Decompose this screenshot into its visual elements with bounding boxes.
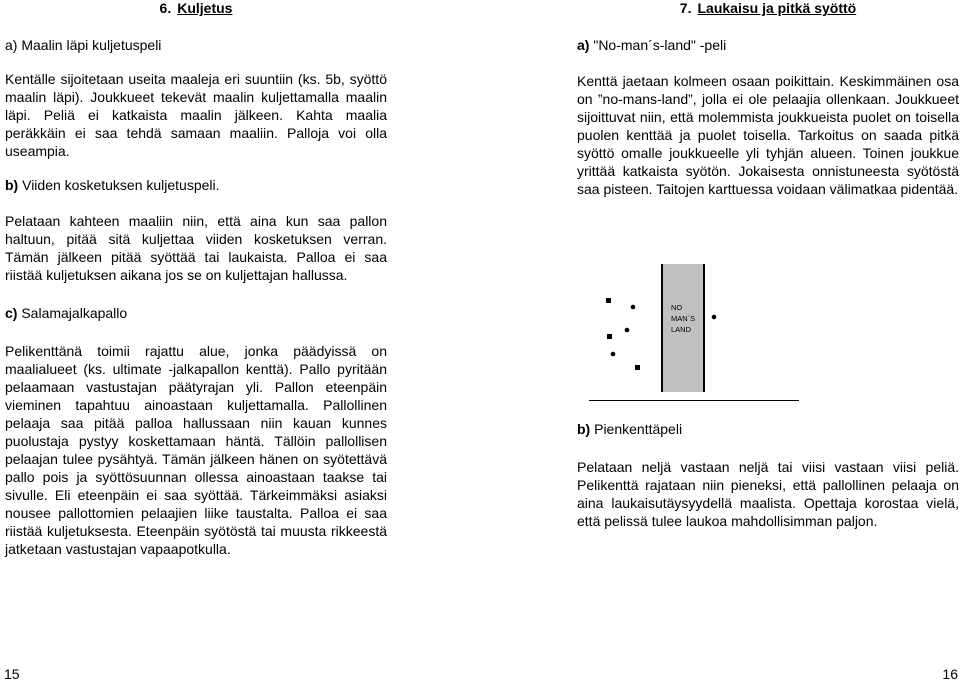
player-square	[606, 298, 611, 303]
left-subheading-b	[5, 176, 387, 194]
right-page-column	[577, 0, 959, 198]
right-page-column-lower	[577, 420, 959, 530]
left-heading-text: Kuljetus	[177, 0, 233, 16]
right-section-heading	[577, 0, 959, 16]
right-subheading-b	[577, 420, 959, 438]
left-paragraph-a: Kentälle sijoitetaan useita maaleja eri suuntiin (ks. 5b, syöttö maalin läpi). Joukkueet tekevät maalin kuljettamalla maalin läpi. Peliä ei katkaista maalin jälkeen. Kahta maalia peräkkäin ei saa tehdä samaan maaliin. Palloja voi olla useampia.	[5, 71, 387, 159]
left-section-heading	[5, 0, 387, 16]
right-heading-text: Laukaisu ja pitkä syöttö	[697, 0, 857, 16]
left-heading-number: 6.	[159, 0, 172, 16]
left-paragraph-c: Pelikenttänä toimii rajattu alue, jonka päädyissä on maalialueet (ks. ultimate -jalkapallon kenttä). Pallo pyritään pelaamaan vastustajan päätyrajan yli. Pallon eteenpäin vieminen tapahtuu ainoastaan kuljettamalla. Pallollinen pelaaja saa pitää palloa hallussaan niin kauan kunnes puolustaja pystyy koskettamaan häntä. Tällöin pallollisen pelaajan tulee pysähtyä. Tämän jälkeen hänen on syötettävä pallo pois ja syöttösuunnan ollessa ainoastaan taakse tai sivulle. Eli eteenpäin ei saa syöttää. Tärkeimmäksi asiaksi nousee pallottomien pelaajien liike taustalta. Palloa ei saa riistää kuljetuksesta. Eteenpäin syötöstä tai muusta rikkeestä jatketaan vastustajan vapaapotkulla.	[5, 343, 387, 557]
right-subheading-a	[577, 36, 959, 54]
right-heading-number: 7.	[679, 0, 692, 16]
zone-label-line-3: LAND	[671, 325, 692, 334]
player-dot	[712, 315, 717, 320]
left-page-column	[5, 0, 387, 558]
right-subheading-a-prefix: a)	[577, 37, 590, 53]
player-dot	[631, 305, 636, 310]
left-subheading-c-prefix: c)	[5, 305, 18, 321]
player-dot	[625, 328, 630, 333]
zone-label-line-2: MAN´S	[671, 314, 696, 323]
left-subheading-c-label: Salamajalkapallo	[17, 305, 128, 321]
no-mans-land-diagram	[597, 264, 721, 392]
player-dot	[611, 352, 616, 357]
right-paragraph-a: Kenttä jaetaan kolmeen osaan poikittain. Keskimmäinen osa on ”no-mans-land”, jolla ei ole pelaajia ollenkaan. Joukkueet sijoittuvat niin, että molemmista joukkueista puolet on toisella puolen kenttää ja puolet toisella. Tarkoitus on saada pitkä syöttö omalle joukkueelle yli tyhjän alueen. Toinen joukkue yrittää katkaista syötön. Jokaisesta onnistuneesta syötöstä saa pisteen. Taitojen karttuessa voidaan välimatkaa pidentää.	[577, 73, 959, 197]
right-subheading-b-label: Pienkenttäpeli	[590, 421, 683, 437]
divider-line	[589, 400, 799, 401]
player-square	[607, 334, 612, 339]
left-subheading-b-label: Viiden kosketuksen kuljetuspeli.	[18, 177, 220, 193]
page-number-left: 15	[4, 666, 20, 682]
left-subheading-a: a) Maalin läpi kuljetuspeli	[5, 37, 162, 53]
left-subheading-b-prefix: b)	[5, 177, 19, 193]
zone-label-line-1: NO	[671, 303, 683, 312]
player-square	[635, 365, 640, 370]
right-subheading-a-label: "No-man´s-land" -peli	[589, 37, 727, 53]
page-number-right: 16	[942, 666, 958, 682]
right-paragraph-b: Pelataan neljä vastaan neljä tai viisi vastaan viisi peliä. Pelikenttä rajataan niin pieneksi, että pallollinen pelaaja on aina laukaisutäysyydellä maalista. Opettaja korostaa vielä, että pelissä tulee laukoa mahdollisimman paljon.	[577, 459, 959, 529]
right-subheading-b-prefix: b)	[577, 421, 591, 437]
left-paragraph-b: Pelataan kahteen maaliin niin, että aina kun saa pallon haltuun, pitää sitä kuljettaa viiden kosketuksen verran. Tämän jälkeen pitää syöttää tai laukaista. Palloa ei saa riistää kuljetuksen aikana jos se on kuljettajan hallussa.	[5, 213, 387, 283]
left-subheading-c	[5, 304, 387, 322]
